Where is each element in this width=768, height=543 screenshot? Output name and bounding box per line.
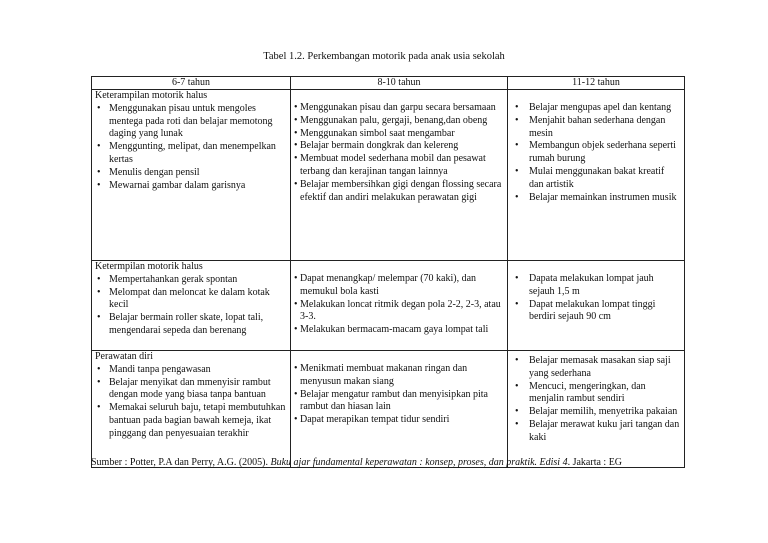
source-citation <box>91 457 622 468</box>
table-row <box>92 261 685 351</box>
header-11-12: 11-12 tahun <box>508 77 685 90</box>
list-item: • Dapat merapikan tempat tidur sendiri <box>294 414 504 427</box>
list-item: • Belajar bermain roller skate, lopat tali, mengendarai sepeda dan berenang <box>95 312 287 338</box>
list-item: • Mandi tanpa pengawasan <box>95 364 287 377</box>
cell-row1-col2 <box>291 90 508 261</box>
list-item: • Membangun objek sederhana seperti rumah burung <box>511 140 681 166</box>
list-item: • Mencuci, mengeringkan, dan menjalin rambut sendiri <box>511 381 681 407</box>
cell-row2-col3 <box>508 261 685 351</box>
list-item: • Menjahit bahan sederhana dengan mesin <box>511 115 681 141</box>
list-item: • Dapat menangkap/ melempar (70 kaki), dan memukul bola kasti <box>294 273 504 299</box>
list-item: • Belajar memainkan instrumen musik <box>511 192 681 205</box>
list-item: • Belajar memilih, menyetrika pakaian <box>511 406 681 419</box>
header-8-10: 8-10 tahun <box>291 77 508 90</box>
list-item: • Belajar mengupas apel dan kentang <box>511 102 681 115</box>
header-row <box>92 77 685 90</box>
source-suffix: . Jakarta : EG <box>567 457 623 468</box>
category-label: Ketermpilan motorik halus <box>95 261 203 272</box>
list-item: • Melakukan bermacam-macam gaya lompat tali <box>294 324 504 337</box>
header-6-7: 6-7 tahun <box>92 77 291 90</box>
source-book-title: Buku ajar fundamental keperawatan : konsep, proses, dan praktik. Edisi 4 <box>270 457 568 468</box>
table-row <box>92 351 685 468</box>
list-item: • Belajar merawat kuku jari tangan dan kaki <box>511 419 681 445</box>
cell-row3-col2 <box>291 351 508 468</box>
cell-row3-col3 <box>508 351 685 468</box>
list-item: • Dapata melakukan lompat jauh sejauh 1,5 m <box>511 273 681 299</box>
list-item: • Belajar bermain dongkrak dan kelereng <box>294 140 504 153</box>
cell-row1-col3 <box>508 90 685 261</box>
cell-row3-col1 <box>92 351 291 468</box>
list-item: • Belajar mengatur rambut dan menyisipkan pita rambut dan hiasan lain <box>294 389 504 415</box>
development-table <box>91 76 685 468</box>
list-item: • Melompat dan meloncat ke dalam kotak kecil <box>95 287 287 313</box>
list-item: • Menggunakan pisau untuk mengoles mentega pada roti dan belajar memotong daging yang lunak <box>95 103 287 141</box>
list-item: • Dapat melakukan lompat tinggi berdiri sejauh 90 cm <box>511 299 681 325</box>
list-item: • Mempertahankan gerak spontan <box>95 274 287 287</box>
table-title: Tabel 1.2. Perkembangan motorik pada anak usia sekolah <box>263 51 505 62</box>
list-item: • Belajar membersihkan gigi dengan flossing secara efektif dan andiri melakukan perawatan gigi <box>294 179 504 205</box>
list-item: • Menulis dengan pensil <box>95 167 287 180</box>
cell-row2-col1 <box>92 261 291 351</box>
list-item: • Menikmati membuat makanan ringan dan menyusun makan siang <box>294 363 504 389</box>
list-item: • Melakukan loncat ritmik degan pola 2-2, 2-3, atau 3-3. <box>294 299 504 325</box>
cell-row2-col2 <box>291 261 508 351</box>
source-prefix: Sumber : Potter, P.A dan Perry, A.G. (2005). <box>91 457 271 468</box>
list-item: • Belajar memasak masakan siap saji yang sederhana <box>511 355 681 381</box>
list-item: • Membuat model sederhana mobil dan pesawat terbang dan kerajinan tangan lainnya <box>294 153 504 179</box>
list-item: • Mulai menggunakan bakat kreatif dan artistik <box>511 166 681 192</box>
table-row <box>92 90 685 261</box>
list-item: • Memakai seluruh baju, tetapi membutuhkan bantuan pada bagian bawah kemeja, ikat pinggang dan penyesuaian terakhir <box>95 402 287 440</box>
list-item: • Menggunakan palu, gergaji, benang,dan obeng <box>294 115 504 128</box>
list-item: • Menggunakan simbol saat mengambar <box>294 128 504 141</box>
list-item: • Menggunting, melipat, dan menempelkan kertas <box>95 141 287 167</box>
list-item: • Belajar menyikat dan mmenyisir rambut dengan mode yang biasa tanpa bantuan <box>95 377 287 403</box>
list-item: • Menggunakan pisau dan garpu secara bersamaan <box>294 102 504 115</box>
list-item: • Mewarnai gambar dalam garisnya <box>95 180 287 193</box>
category-label: Perawatan diri <box>95 351 154 362</box>
cell-row1-col1 <box>92 90 291 261</box>
category-label: Keterampilan motorik halus <box>95 90 208 101</box>
